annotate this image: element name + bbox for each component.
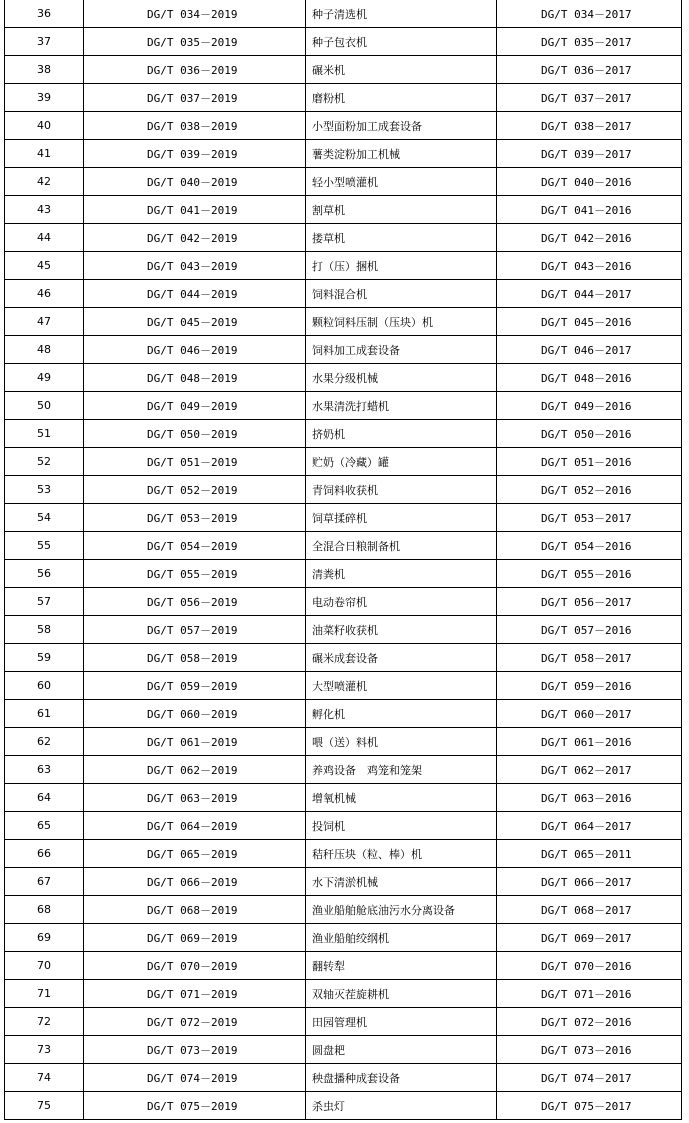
standard-code: DG/T 056－2019 xyxy=(84,588,306,616)
standard-code: DG/T 034－2019 xyxy=(84,0,306,28)
replaced-standard-code: DG/T 070－2016 xyxy=(497,952,682,980)
standard-name: 碾米成套设备 xyxy=(306,644,497,672)
standard-name: 投饲机 xyxy=(306,812,497,840)
table-row xyxy=(5,616,682,644)
standard-code: DG/T 060－2019 xyxy=(84,700,306,728)
table-row xyxy=(5,1036,682,1064)
standard-name: 搂草机 xyxy=(306,224,497,252)
standard-name: 种子清选机 xyxy=(306,0,497,28)
table-row xyxy=(5,504,682,532)
replaced-standard-code: DG/T 074－2017 xyxy=(497,1064,682,1092)
standard-code: DG/T 051－2019 xyxy=(84,448,306,476)
replaced-standard-code: DG/T 073－2016 xyxy=(497,1036,682,1064)
standard-code: DG/T 064－2019 xyxy=(84,812,306,840)
row-number: 71 xyxy=(5,980,84,1008)
table-row xyxy=(5,364,682,392)
standard-code: DG/T 046－2019 xyxy=(84,336,306,364)
replaced-standard-code: DG/T 041－2016 xyxy=(497,196,682,224)
row-number: 70 xyxy=(5,952,84,980)
replaced-standard-code: DG/T 058－2017 xyxy=(497,644,682,672)
standard-name: 饲草揉碎机 xyxy=(306,504,497,532)
replaced-standard-code: DG/T 071－2016 xyxy=(497,980,682,1008)
replaced-standard-code: DG/T 036－2017 xyxy=(497,56,682,84)
table-row xyxy=(5,952,682,980)
table-row xyxy=(5,336,682,364)
row-number: 47 xyxy=(5,308,84,336)
row-number: 38 xyxy=(5,56,84,84)
replaced-standard-code: DG/T 046－2017 xyxy=(497,336,682,364)
replaced-standard-code: DG/T 060－2017 xyxy=(497,700,682,728)
standard-name: 颗粒饲料压制（压块）机 xyxy=(306,308,497,336)
row-number: 58 xyxy=(5,616,84,644)
standard-name: 增氧机械 xyxy=(306,784,497,812)
row-number: 62 xyxy=(5,728,84,756)
standard-name: 水下清淤机械 xyxy=(306,868,497,896)
standards-table xyxy=(4,0,682,1120)
standard-code: DG/T 070－2019 xyxy=(84,952,306,980)
standard-name: 水果分级机械 xyxy=(306,364,497,392)
standard-name: 贮奶（冷藏）罐 xyxy=(306,448,497,476)
row-number: 48 xyxy=(5,336,84,364)
replaced-standard-code: DG/T 042－2016 xyxy=(497,224,682,252)
standard-name: 青饲料收获机 xyxy=(306,476,497,504)
standard-code: DG/T 061－2019 xyxy=(84,728,306,756)
table-row xyxy=(5,812,682,840)
standard-name: 渔业船舶舱底油污水分离设备 xyxy=(306,896,497,924)
table-row xyxy=(5,560,682,588)
standard-name: 杀虫灯 xyxy=(306,1092,497,1120)
row-number: 75 xyxy=(5,1092,84,1120)
row-number: 64 xyxy=(5,784,84,812)
standard-code: DG/T 062－2019 xyxy=(84,756,306,784)
standard-code: DG/T 059－2019 xyxy=(84,672,306,700)
standard-code: DG/T 050－2019 xyxy=(84,420,306,448)
table-row xyxy=(5,1008,682,1036)
standard-name: 孵化机 xyxy=(306,700,497,728)
row-number: 42 xyxy=(5,168,84,196)
row-number: 51 xyxy=(5,420,84,448)
row-number: 61 xyxy=(5,700,84,728)
standard-name: 养鸡设备 鸡笼和笼架 xyxy=(306,756,497,784)
replaced-standard-code: DG/T 054－2016 xyxy=(497,532,682,560)
replaced-standard-code: DG/T 050－2016 xyxy=(497,420,682,448)
standard-code: DG/T 066－2019 xyxy=(84,868,306,896)
standard-name: 清粪机 xyxy=(306,560,497,588)
table-row xyxy=(5,700,682,728)
replaced-standard-code: DG/T 061－2016 xyxy=(497,728,682,756)
standard-name: 秧盘播种成套设备 xyxy=(306,1064,497,1092)
replaced-standard-code: DG/T 035－2017 xyxy=(497,28,682,56)
replaced-standard-code: DG/T 039－2017 xyxy=(497,140,682,168)
table-row xyxy=(5,224,682,252)
table-row xyxy=(5,28,682,56)
standard-name: 薯类淀粉加工机械 xyxy=(306,140,497,168)
replaced-standard-code: DG/T 051－2016 xyxy=(497,448,682,476)
standard-code: DG/T 072－2019 xyxy=(84,1008,306,1036)
standard-name: 田园管理机 xyxy=(306,1008,497,1036)
table-row xyxy=(5,532,682,560)
replaced-standard-code: DG/T 066－2017 xyxy=(497,868,682,896)
replaced-standard-code: DG/T 044－2017 xyxy=(497,280,682,308)
standards-table-body xyxy=(5,0,682,1120)
replaced-standard-code: DG/T 059－2016 xyxy=(497,672,682,700)
standard-name: 水果清洗打蜡机 xyxy=(306,392,497,420)
standard-name: 渔业船舶绞纲机 xyxy=(306,924,497,952)
standard-code: DG/T 054－2019 xyxy=(84,532,306,560)
table-row xyxy=(5,980,682,1008)
table-row xyxy=(5,280,682,308)
row-number: 49 xyxy=(5,364,84,392)
row-number: 41 xyxy=(5,140,84,168)
replaced-standard-code: DG/T 055－2016 xyxy=(497,560,682,588)
replaced-standard-code: DG/T 069－2017 xyxy=(497,924,682,952)
standard-code: DG/T 039－2019 xyxy=(84,140,306,168)
standard-name: 饲料加工成套设备 xyxy=(306,336,497,364)
replaced-standard-code: DG/T 065－2011 xyxy=(497,840,682,868)
replaced-standard-code: DG/T 072－2016 xyxy=(497,1008,682,1036)
table-row xyxy=(5,392,682,420)
standard-name: 大型喷灌机 xyxy=(306,672,497,700)
standard-code: DG/T 036－2019 xyxy=(84,56,306,84)
row-number: 67 xyxy=(5,868,84,896)
table-row xyxy=(5,728,682,756)
standard-code: DG/T 041－2019 xyxy=(84,196,306,224)
table-row xyxy=(5,784,682,812)
replaced-standard-code: DG/T 049－2016 xyxy=(497,392,682,420)
table-row xyxy=(5,84,682,112)
row-number: 50 xyxy=(5,392,84,420)
table-row xyxy=(5,1064,682,1092)
table-row xyxy=(5,1092,682,1120)
standard-code: DG/T 052－2019 xyxy=(84,476,306,504)
table-row xyxy=(5,448,682,476)
row-number: 73 xyxy=(5,1036,84,1064)
standard-name: 喂（送）料机 xyxy=(306,728,497,756)
standard-code: DG/T 042－2019 xyxy=(84,224,306,252)
table-row xyxy=(5,840,682,868)
row-number: 39 xyxy=(5,84,84,112)
row-number: 46 xyxy=(5,280,84,308)
row-number: 72 xyxy=(5,1008,84,1036)
table-row xyxy=(5,476,682,504)
row-number: 60 xyxy=(5,672,84,700)
standard-name: 小型面粉加工成套设备 xyxy=(306,112,497,140)
replaced-standard-code: DG/T 038－2017 xyxy=(497,112,682,140)
table-row xyxy=(5,924,682,952)
standard-name: 磨粉机 xyxy=(306,84,497,112)
replaced-standard-code: DG/T 057－2016 xyxy=(497,616,682,644)
standard-code: DG/T 058－2019 xyxy=(84,644,306,672)
standard-code: DG/T 035－2019 xyxy=(84,28,306,56)
row-number: 74 xyxy=(5,1064,84,1092)
standard-code: DG/T 069－2019 xyxy=(84,924,306,952)
row-number: 53 xyxy=(5,476,84,504)
row-number: 66 xyxy=(5,840,84,868)
replaced-standard-code: DG/T 037－2017 xyxy=(497,84,682,112)
replaced-standard-code: DG/T 048－2016 xyxy=(497,364,682,392)
standard-code: DG/T 074－2019 xyxy=(84,1064,306,1092)
row-number: 45 xyxy=(5,252,84,280)
standard-code: DG/T 057－2019 xyxy=(84,616,306,644)
table-row xyxy=(5,112,682,140)
replaced-standard-code: DG/T 045－2016 xyxy=(497,308,682,336)
standard-name: 种子包衣机 xyxy=(306,28,497,56)
standard-name: 打（压）捆机 xyxy=(306,252,497,280)
standard-name: 双轴灭茬旋耕机 xyxy=(306,980,497,1008)
table-row xyxy=(5,672,682,700)
table-row xyxy=(5,588,682,616)
row-number: 40 xyxy=(5,112,84,140)
standard-code: DG/T 043－2019 xyxy=(84,252,306,280)
replaced-standard-code: DG/T 034－2017 xyxy=(497,0,682,28)
standard-code: DG/T 068－2019 xyxy=(84,896,306,924)
standard-code: DG/T 053－2019 xyxy=(84,504,306,532)
standard-code: DG/T 045－2019 xyxy=(84,308,306,336)
table-row xyxy=(5,868,682,896)
row-number: 37 xyxy=(5,28,84,56)
replaced-standard-code: DG/T 052－2016 xyxy=(497,476,682,504)
standard-name: 割草机 xyxy=(306,196,497,224)
replaced-standard-code: DG/T 063－2016 xyxy=(497,784,682,812)
row-number: 69 xyxy=(5,924,84,952)
standard-name: 挤奶机 xyxy=(306,420,497,448)
standard-name: 油菜籽收获机 xyxy=(306,616,497,644)
standard-name: 全混合日粮制备机 xyxy=(306,532,497,560)
replaced-standard-code: DG/T 075－2017 xyxy=(497,1092,682,1120)
standard-code: DG/T 071－2019 xyxy=(84,980,306,1008)
row-number: 56 xyxy=(5,560,84,588)
standard-name: 秸秆压块（粒、棒）机 xyxy=(306,840,497,868)
table-row xyxy=(5,168,682,196)
standard-code: DG/T 065－2019 xyxy=(84,840,306,868)
table-row xyxy=(5,252,682,280)
row-number: 68 xyxy=(5,896,84,924)
row-number: 43 xyxy=(5,196,84,224)
standard-name: 碾米机 xyxy=(306,56,497,84)
standard-code: DG/T 044－2019 xyxy=(84,280,306,308)
replaced-standard-code: DG/T 068－2017 xyxy=(497,896,682,924)
replaced-standard-code: DG/T 056－2017 xyxy=(497,588,682,616)
table-row xyxy=(5,308,682,336)
standard-name: 圆盘耙 xyxy=(306,1036,497,1064)
standard-name: 翻转犁 xyxy=(306,952,497,980)
standard-code: DG/T 040－2019 xyxy=(84,168,306,196)
standard-code: DG/T 049－2019 xyxy=(84,392,306,420)
table-row xyxy=(5,644,682,672)
replaced-standard-code: DG/T 040－2016 xyxy=(497,168,682,196)
row-number: 65 xyxy=(5,812,84,840)
row-number: 59 xyxy=(5,644,84,672)
standard-name: 轻小型喷灌机 xyxy=(306,168,497,196)
row-number: 36 xyxy=(5,0,84,28)
table-row xyxy=(5,756,682,784)
replaced-standard-code: DG/T 053－2017 xyxy=(497,504,682,532)
replaced-standard-code: DG/T 064－2017 xyxy=(497,812,682,840)
standard-name: 饲料混合机 xyxy=(306,280,497,308)
standard-code: DG/T 073－2019 xyxy=(84,1036,306,1064)
standard-code: DG/T 048－2019 xyxy=(84,364,306,392)
table-row xyxy=(5,196,682,224)
row-number: 55 xyxy=(5,532,84,560)
standard-name: 电动卷帘机 xyxy=(306,588,497,616)
row-number: 52 xyxy=(5,448,84,476)
replaced-standard-code: DG/T 043－2016 xyxy=(497,252,682,280)
row-number: 63 xyxy=(5,756,84,784)
standard-code: DG/T 038－2019 xyxy=(84,112,306,140)
replaced-standard-code: DG/T 062－2017 xyxy=(497,756,682,784)
standard-code: DG/T 063－2019 xyxy=(84,784,306,812)
table-row xyxy=(5,896,682,924)
row-number: 44 xyxy=(5,224,84,252)
table-row xyxy=(5,56,682,84)
table-row xyxy=(5,0,682,28)
row-number: 54 xyxy=(5,504,84,532)
standard-code: DG/T 055－2019 xyxy=(84,560,306,588)
standard-code: DG/T 075－2019 xyxy=(84,1092,306,1120)
table-row xyxy=(5,420,682,448)
table-row xyxy=(5,140,682,168)
standard-code: DG/T 037－2019 xyxy=(84,84,306,112)
row-number: 57 xyxy=(5,588,84,616)
